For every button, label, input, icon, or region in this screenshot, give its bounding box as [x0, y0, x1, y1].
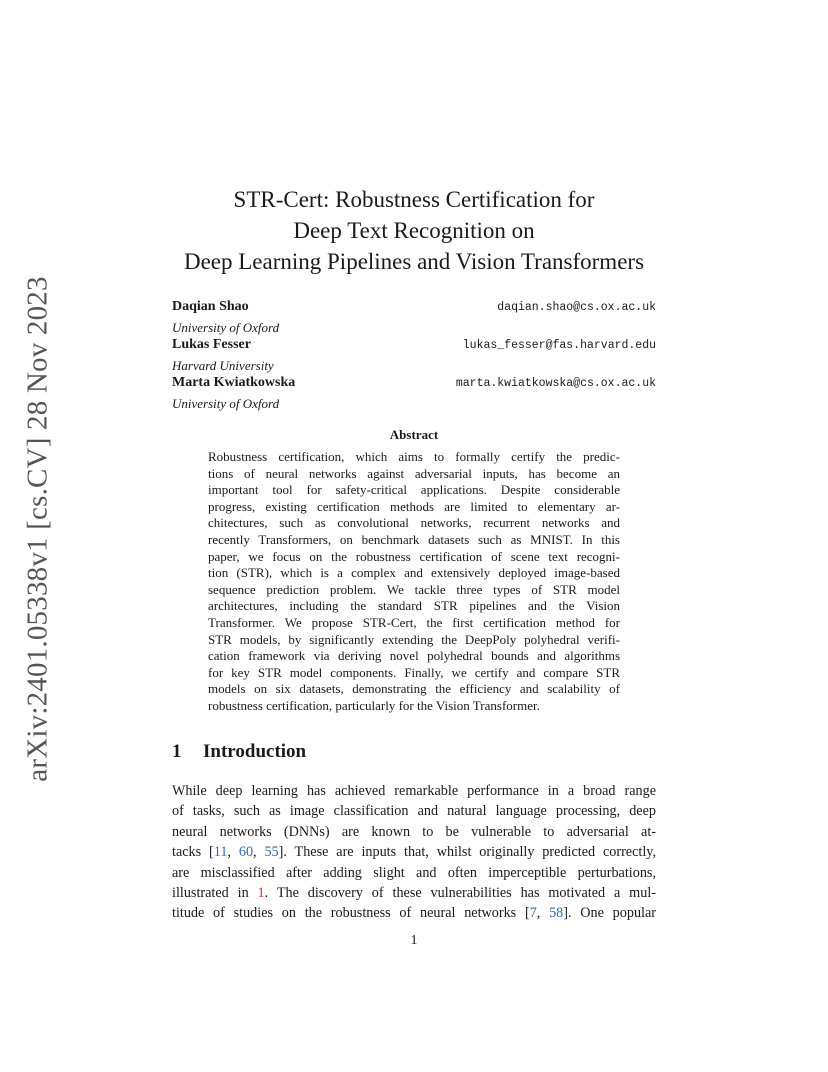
abstract-line: recently Transformers, on benchmark datasets such as MNIST. In this — [208, 531, 620, 547]
author-affiliation: University of Oxford — [172, 320, 280, 335]
abstract-line: progress, existing certification methods are limited to elementary ar- — [208, 498, 620, 514]
abstract-line: architectures, including the standard STR pipelines and the Vision — [208, 598, 620, 614]
abstract-line: robustness certification, particularly for the Vision Transformer. — [208, 697, 540, 713]
abstract-body — [208, 449, 620, 715]
paper-title — [150, 184, 678, 277]
intro-line: are misclassified after adding slight and often imperceptible perturbations, — [172, 864, 656, 881]
citation-link[interactable]: 11 — [213, 844, 228, 861]
text-segment: , — [536, 905, 550, 922]
figure-ref-link[interactable]: 1 — [257, 884, 265, 901]
author-3 — [172, 375, 656, 394]
abstract-line: models on six datasets, demonstrating the efficiency and scalability of — [208, 681, 620, 697]
intro-line: While deep learning has achieved remarkable performance in a broad range — [172, 783, 656, 799]
author-name: Marta Kwiatkowska — [172, 375, 296, 390]
intro-line: neural networks (DNNs) are known to be vulnerable to adversarial at- — [172, 823, 656, 840]
text-segment: tacks [ — [172, 844, 214, 861]
abstract-line: important tool for safety-critical applications. Despite considerable — [208, 482, 620, 498]
abstract-line: tion (STR), which is a complex and extensively deployed image-based — [208, 565, 620, 581]
author-email: marta.kwiatkowska@cs.ox.ac.uk — [455, 377, 656, 390]
abstract-line: sequence prediction problem. We tackle three types of STR model — [208, 581, 620, 597]
abstract-line: STR models, by significantly extending the DeepPoly polyhedral verifi- — [208, 631, 620, 647]
intro-line — [172, 883, 656, 903]
arxiv-identifier — [16, 276, 60, 782]
text-segment: , — [227, 844, 239, 861]
author-affiliation: University of Oxford — [172, 396, 280, 411]
author-name: Lukas Fesser — [172, 337, 251, 352]
citation-link[interactable]: 58 — [549, 905, 564, 922]
citation-link[interactable]: 55 — [264, 844, 279, 861]
author-email: daqian.shao@cs.ox.ac.uk — [497, 301, 656, 314]
abstract-line: paper, we focus on the robustness certification of scene text recogni- — [208, 548, 620, 564]
author-name: Daqian Shao — [172, 299, 249, 314]
section-heading — [172, 741, 306, 763]
arxiv-id-text: arXiv:2401.05338v1 [cs.CV] 28 Nov 2023 — [21, 276, 54, 782]
title-line: STR-Cert: Robustness Certification for — [233, 187, 595, 212]
page-number: 1 — [410, 933, 418, 948]
author-affiliation: Harvard University — [172, 358, 274, 373]
abstract-line: Robustness certification, which aims to formally certify the predic- — [208, 449, 620, 464]
abstract-heading: Abstract — [389, 427, 439, 442]
author-1 — [172, 299, 656, 318]
abstract-line: tions of neural networks against adversarial inputs, has become an — [208, 465, 620, 481]
text-segment: titude of studies on the robustness of neural networks [ — [172, 905, 530, 922]
text-segment: ]. One popular — [563, 905, 657, 922]
intro-line — [172, 903, 656, 923]
title-line: Deep Text Recognition on — [293, 218, 535, 243]
citation-link[interactable]: 7 — [529, 905, 537, 922]
author-2 — [172, 337, 656, 356]
title-line: Deep Learning Pipelines and Vision Transformers — [183, 249, 645, 274]
intro-line — [172, 842, 656, 862]
text-segment: , — [253, 844, 265, 861]
abstract-line: chitectures, such as convolutional networks, recurrent networks and — [208, 515, 620, 531]
intro-line: of tasks, such as image classification and natural language processing, deep — [172, 803, 656, 820]
intro-paragraph — [172, 781, 656, 924]
text-segment: illustrated in — [172, 884, 258, 901]
section-title: Introduction — [203, 741, 307, 762]
author-email: lukas_fesser@fas.harvard.edu — [462, 339, 656, 352]
text-segment: ]. These are inputs that, whilst originally predicted correctly, — [278, 844, 656, 861]
abstract-line: cation framework via deriving novel polyhedral bounds and algorithms — [208, 648, 620, 664]
section-number: 1 — [172, 741, 182, 762]
abstract-line: Transformer. We propose STR-Cert, the first certification method for — [208, 614, 620, 630]
text-segment: . The discovery of these vulnerabilities has motivated a mul- — [264, 884, 656, 901]
abstract-line: for key STR model components. Finally, we certify and compare STR — [208, 664, 620, 680]
citation-link[interactable]: 60 — [238, 844, 254, 861]
